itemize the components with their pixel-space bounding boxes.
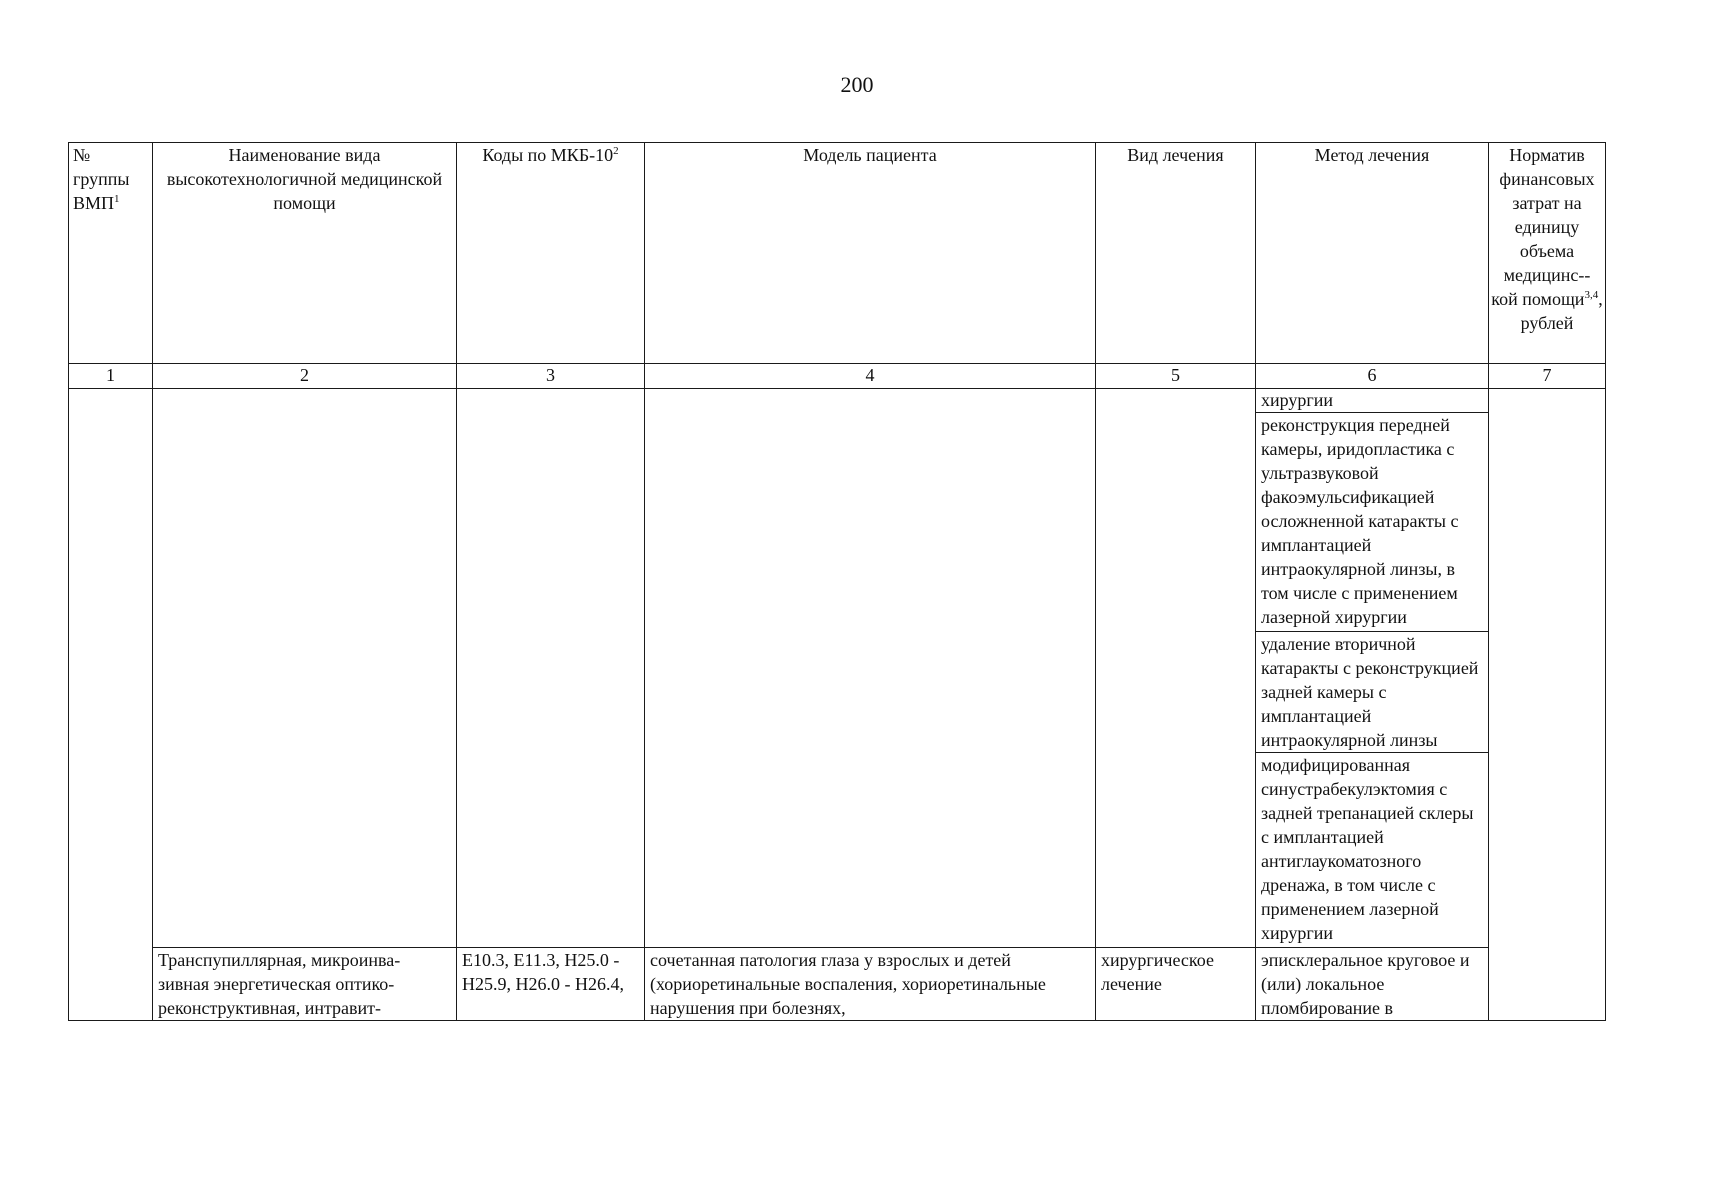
care-type-name-cell (153, 389, 457, 948)
column-number: 7 (1489, 364, 1606, 389)
care-type-name-cell: Транспупиллярная, микроинва-зивная энергетическая оптико-реконструктивная, интравит- (153, 948, 457, 1021)
treatment-method-cell: эписклеральное круговое и (или) локальное пломбирование в (1256, 948, 1489, 1021)
header-cost-standard: Норматив финансовых затрат на единицу объема медицинс--кой помощи$^{3,4}$, рублей (1489, 143, 1606, 364)
treatment-type-cell (1096, 389, 1256, 948)
group-number-cell (69, 389, 153, 1021)
header-treatment-method: Метод лечения (1256, 143, 1489, 364)
treatment-method-cell: реконструкция передней камеры, иридопластика с ультразвуковой факоэмульсификацией осложненной катаракты с имплантацией интраокулярной линзы, в том числе с применением лазерной хирургии (1256, 413, 1489, 632)
column-number: 6 (1256, 364, 1489, 389)
header-care-type-name: Наименование вида высокотехнологичной медицинской помощи (153, 143, 457, 364)
column-number-row (69, 364, 1606, 389)
icd-codes-cell (457, 389, 645, 948)
table-row (69, 389, 1606, 413)
header-patient-model: Модель пациента (645, 143, 1096, 364)
treatment-method-cell: удаление вторичной катаракты с реконструкцией задней камеры с имплантацией интраокулярной линзы (1256, 632, 1489, 753)
treatment-type-cell: хирургическое лечение (1096, 948, 1256, 1021)
icd-codes-cell: E10.3, E11.3, H25.0 - H25.9, H26.0 - H26.4, (457, 948, 645, 1021)
header-row (69, 143, 1606, 364)
column-number: 3 (457, 364, 645, 389)
vmp-table (68, 142, 1606, 1021)
column-number: 4 (645, 364, 1096, 389)
column-number: 1 (69, 364, 153, 389)
treatment-method-cell: хирургии (1256, 389, 1489, 413)
cost-standard-cell (1489, 389, 1606, 1021)
header-group-number: № группы ВМП$^1$ (69, 143, 153, 364)
column-number: 5 (1096, 364, 1256, 389)
table-row (69, 948, 1606, 1021)
treatment-method-cell: модифицированная синустрабекулэктомия с задней трепанацией склеры с имплантацией антиглаукоматозного дренажа, в том числе с применением лазерной хирургии (1256, 753, 1489, 948)
header-icd-codes: Коды по МКБ-$10^2$ (457, 143, 645, 364)
patient-model-cell (645, 389, 1096, 948)
header-treatment-type: Вид лечения (1096, 143, 1256, 364)
page-number: 200 (840, 72, 874, 97)
patient-model-cell: сочетанная патология глаза у взрослых и детей (хориоретинальные воспаления, хориоретинальные нарушения при болезнях, (645, 948, 1096, 1021)
column-number: 2 (153, 364, 457, 389)
